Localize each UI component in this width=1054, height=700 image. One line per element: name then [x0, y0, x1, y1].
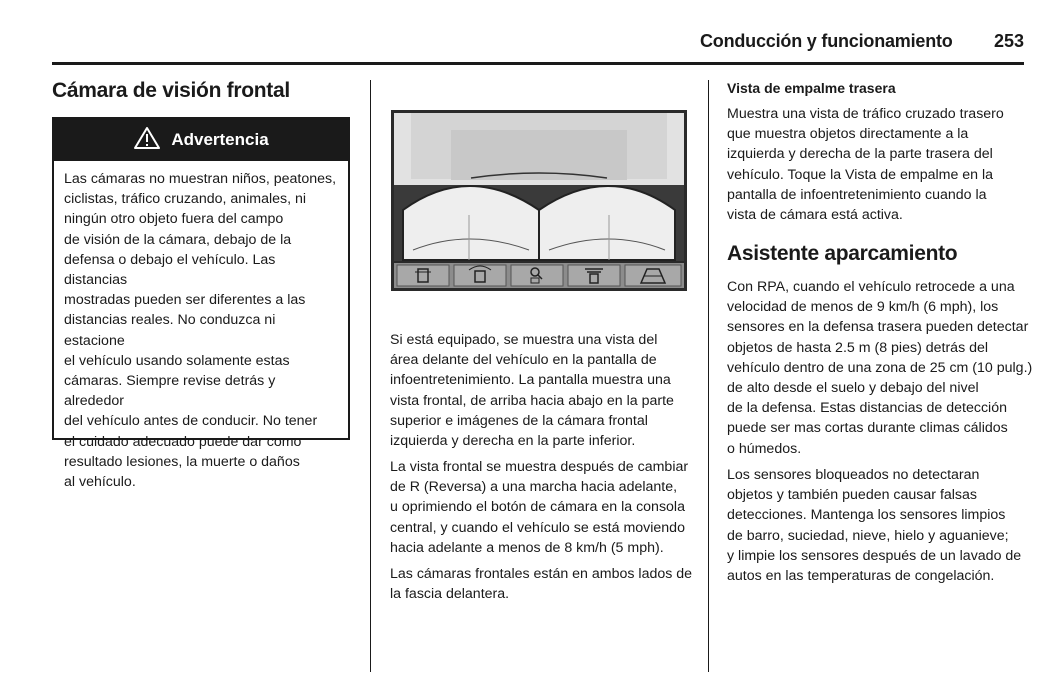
text-line: sensores en la defensa trasera pueden detectar: [727, 319, 1029, 336]
text-line: vehículo dentro de una zona de 25 cm (10 pulg.): [727, 359, 1033, 376]
text-line: de barro, suciedad, nieve, hielo y aguanieve;: [727, 527, 1009, 544]
warning-line: el cuidado adecuado puede dar como: [64, 433, 302, 450]
text-line: vista frontal, de arriba hacia abajo en la parte: [390, 392, 674, 409]
column-divider-left: [370, 80, 371, 672]
paragraph: [390, 564, 692, 604]
warning-line: al vehículo.: [64, 474, 136, 491]
text-line: superior e imágenes de la cámara frontal: [390, 412, 648, 429]
text-line: de alto desde el suelo y debajo del nivel: [727, 380, 979, 397]
text-line: de R (Reversa) a una marcha hacia adelante,: [390, 479, 678, 496]
page-number: 253: [993, 31, 1024, 51]
warning-line: Las cámaras no muestran niños, peatones,: [64, 171, 337, 187]
running-header-title: Conducción y funcionamiento: [700, 31, 953, 51]
warning-line: defensa o debajo el vehículo. Las distancias: [64, 251, 276, 289]
text-line: La vista frontal se muestra después de cambiar: [390, 459, 689, 475]
section-heading-parking-assist: Asistente aparcamiento: [727, 242, 958, 265]
text-line: la fascia delantera.: [390, 586, 510, 603]
text-line: que muestra objetos directamente a la: [727, 126, 969, 143]
warning-line: mostradas pueden ser diferentes a las: [64, 292, 306, 309]
paragraph: [727, 104, 1004, 225]
text-line: Las cámaras frontales están en ambos lados de: [390, 566, 693, 582]
text-line: de la defensa. Estas distancias de detección: [727, 400, 1007, 417]
text-line: hacia adelante a menos de 8 km/h (5 mph).: [390, 539, 664, 556]
text-line: central, y cuando el vehículo se está moviendo: [390, 519, 685, 536]
warning-triangle-icon: [133, 126, 161, 155]
front-camera-display-figure: [391, 110, 687, 291]
warning-label: Advertencia: [171, 130, 269, 149]
paragraph: [727, 465, 1021, 586]
warning-text: [54, 161, 348, 492]
text-line: izquierda y derecha en la parte inferior.: [390, 433, 636, 450]
text-line: puede ser mas cortas durante climas cálidos: [727, 420, 1008, 437]
subheading-rear-junction-view: Vista de empalme trasera: [727, 80, 896, 96]
text-line: infoentretenimiento. La pantalla muestra una: [390, 372, 671, 389]
text-line: vehículo. Toque la Vista de empalme en la: [727, 166, 994, 183]
section-heading-front-camera: Cámara de visión frontal: [52, 79, 290, 102]
warning-line: distancias reales. No conduzca ni estacione: [64, 312, 276, 349]
paragraph: [727, 277, 1032, 459]
text-line: área delante del vehículo en la pantalla de: [390, 352, 657, 369]
text-line: velocidad de menos de 9 km/h (6 mph), los: [727, 299, 999, 316]
warning-line: cámaras. Siempre revise detrás y alrededor: [64, 373, 276, 410]
text-line: autos en las temperaturas de congelación.: [727, 568, 995, 585]
text-line: vista de cámara está activa.: [727, 207, 903, 224]
warning-line: ciclistas, tráfico cruzando, animales, ni: [64, 191, 307, 208]
text-line: izquierda y derecha de la parte trasera del: [727, 146, 993, 163]
text-line: detecciones. Mantenga los sensores limpios: [727, 507, 1006, 524]
warning-line: de visión de la cámara, debajo de la: [64, 231, 292, 248]
paragraph: [390, 330, 674, 451]
text-line: Si está equipado, se muestra una vista del: [390, 332, 658, 348]
text-line: Los sensores bloqueados no detectaran: [727, 467, 980, 483]
text-line: Muestra una vista de tráfico cruzado trasero: [727, 106, 1004, 122]
warning-line: ningún otro objeto fuera del campo: [64, 211, 284, 228]
warning-line: resultado lesiones, la muerte o daños: [64, 453, 300, 470]
paragraph: [390, 457, 688, 558]
text-line: u oprimiendo el botón de cámara en la consola: [390, 499, 685, 516]
warning-line: del vehículo antes de conducir. No tener: [64, 413, 318, 430]
column-divider-right: [708, 80, 709, 672]
header-rule: [52, 62, 1024, 65]
text-line: y limpie los sensores después de un lavado de: [727, 547, 1022, 564]
text-line: pantalla de infoentretenimiento cuando la: [727, 186, 987, 203]
text-line: objetos de hasta 2.5 m (8 pies) detrás del: [727, 339, 989, 356]
text-line: o húmedos.: [727, 440, 802, 457]
warning-line: el vehículo usando solamente estas: [64, 352, 290, 369]
warning-box: [52, 117, 350, 491]
warning-header: [54, 119, 348, 161]
text-line: Con RPA, cuando el vehículo retrocede a una: [727, 279, 1015, 295]
text-line: objetos y también pueden causar falsas: [727, 487, 978, 504]
